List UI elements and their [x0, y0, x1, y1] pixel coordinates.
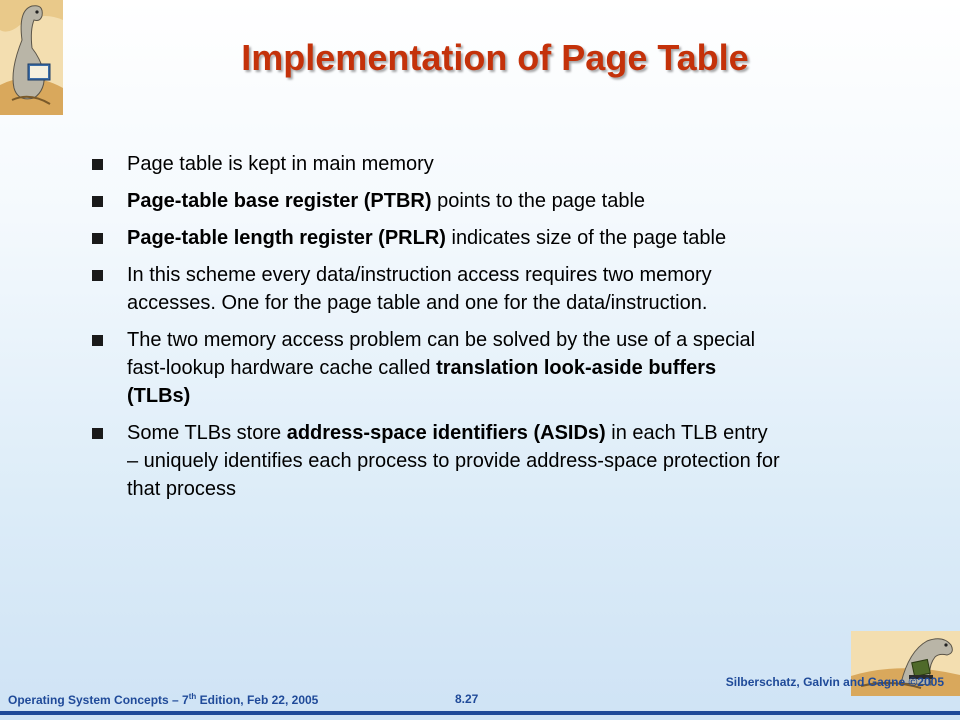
square-bullet-icon — [92, 196, 103, 207]
square-bullet-icon — [92, 428, 103, 439]
square-bullet-icon — [92, 270, 103, 281]
bullet-item — [90, 326, 780, 410]
bullet-term: address-space identifiers (ASIDs) — [286, 422, 606, 444]
bullet-item — [90, 261, 780, 317]
bullet-item — [90, 150, 780, 178]
footer-book-title — [8, 692, 318, 707]
footer-copyright: Silberschatz, Galvin and Gagne ©2005 — [725, 675, 944, 689]
bullet-term: translation look-aside buffers (TLBs) — [127, 357, 717, 407]
bullet-item — [90, 224, 780, 252]
bullet-term: Page-table base register (PTBR) — [127, 190, 432, 212]
square-bullet-icon — [92, 159, 103, 170]
bullet-text: points to the page table — [431, 190, 646, 212]
bullet-text: in each TLB entry – uniquely identifies each process to provide address-space protection for that process — [127, 422, 780, 500]
footer-book-prefix: Operating System Concepts – 7 — [8, 693, 189, 707]
footer-divider — [0, 711, 960, 715]
square-bullet-icon — [92, 233, 103, 244]
slide-title: Implementation of Page Table — [241, 37, 749, 78]
footer-book-superscript: th — [188, 692, 197, 701]
bullet-item — [90, 419, 780, 503]
bullet-item — [90, 187, 780, 215]
footer-book-suffix: Edition, Feb 22, 2005 — [196, 693, 319, 707]
bullet-text: In this scheme every data/instruction access requires two memory accesses. One for the page table and one for the data/instruction. — [127, 264, 712, 314]
bullet-text: indicates size of the page table — [445, 227, 727, 249]
bullet-text: Some TLBs store — [127, 422, 287, 444]
bullet-text: The two memory access problem can be solved by the use of a special fast-lookup hardware cache called — [127, 329, 756, 379]
bullet-term: Page-table length register (PRLR) — [127, 227, 446, 249]
bullet-text: Page table is kept in main memory — [127, 153, 434, 175]
square-bullet-icon — [92, 335, 103, 346]
bullet-list — [90, 150, 780, 512]
dinosaur-reading-illustration — [0, 0, 63, 115]
slide-number: 8.27 — [455, 692, 479, 706]
